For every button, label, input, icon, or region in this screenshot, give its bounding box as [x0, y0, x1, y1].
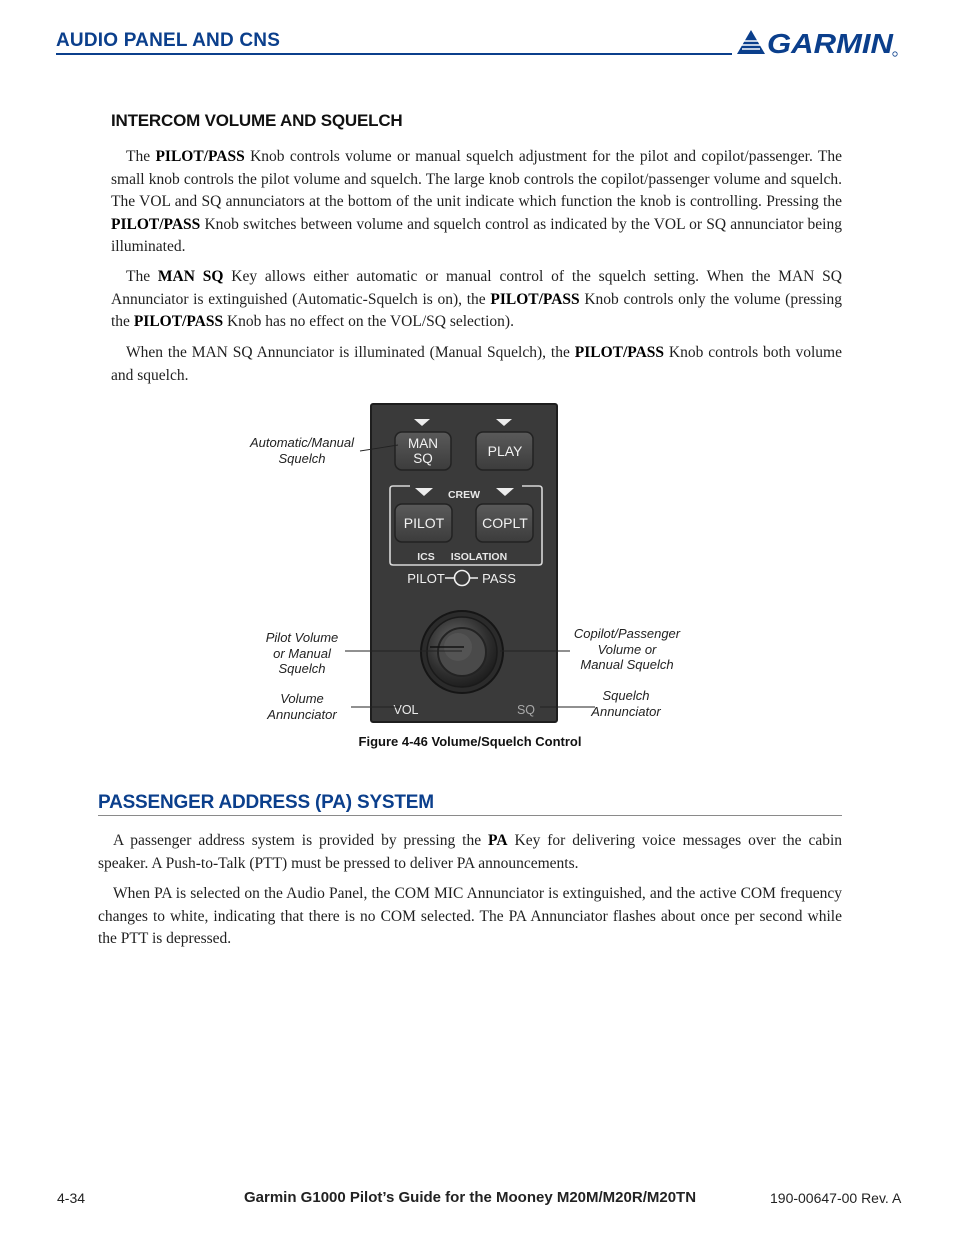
intercom-paragraph-2: The MAN SQ Key allows either automatic or manual control of the squelch setting. When the MAN SQ Annunciator is extinguished (Automatic-Squelch is on), the PILOT/PASS Knob controls only the volume (pressing the PILOT/PASS Knob has no effect on the VOL/SQ selection). [111, 268, 842, 331]
play-key[interactable] [476, 432, 533, 470]
vol-annunciator: VOL [393, 703, 419, 717]
pilot-key[interactable] [395, 504, 452, 542]
coplt-key-label: COPLT [482, 515, 528, 531]
garmin-triangle-icon [737, 30, 765, 54]
pilot-key-label: PILOT [403, 515, 445, 531]
man-sq-key[interactable] [395, 432, 451, 470]
knob-label-pass: PASS [482, 571, 516, 586]
crew-label: CREW [447, 489, 481, 501]
knob-label-pilot: PILOT [407, 571, 445, 586]
man-sq-key-label-1: MAN [408, 436, 438, 451]
garmin-logo-text: GARMIN [767, 28, 894, 59]
figure-caption: Figure 4-46 Volume/Squelch Control [358, 734, 582, 749]
footer-page-number: 4-34 [57, 1190, 86, 1206]
coplt-key[interactable] [476, 504, 533, 542]
play-key-label: PLAY [487, 443, 523, 459]
footer-document-title: Garmin G1000 Pilot’s Guide for the Mooney M20M/M20R/M20TN [244, 1189, 697, 1206]
garmin-logo [735, 26, 899, 60]
callout-pilot-volume: Pilot Volume or Manual Squelch [265, 630, 339, 676]
volume-squelch-figure [240, 400, 700, 730]
intercom-paragraph-3: When the MAN SQ Annunciator is illuminated (Manual Squelch), the PILOT/PASS Knob controls both volume and squelch. [111, 344, 842, 384]
man-sq-key-label-2: SQ [413, 451, 433, 466]
pa-paragraph-2: When PA is selected on the Audio Panel, the COM MIC Annunciator is extinguished, and the active COM frequency changes to white, indicating that there is no COM selected. The PA Annunciator flashes about once per second while the PTT is depressed. [98, 885, 842, 948]
pa-section-heading: PASSENGER ADDRESS (PA) SYSTEM [98, 792, 434, 813]
intercom-paragraph-1: The PILOT/PASS Knob controls volume or manual squelch adjustment for the pilot and copilot/passenger. The small knob controls the pilot volume and squelch. The large knob controls the copilot/passenger volume and squelch. The VOL and SQ annunciators at the bottom of the unit indicate which function the knob is controlling. Pressing the PILOT/PASS Knob switches between volume and squelch control as indicated by the VOL or SQ annunciator being illuminated. [111, 148, 842, 256]
callout-volume-annunciator: Volume Annunciator [267, 691, 337, 722]
section-header-title: AUDIO PANEL AND CNS [56, 30, 281, 51]
isolation-label: ISOLATION [450, 551, 508, 563]
pilot-pass-knob[interactable] [421, 611, 503, 693]
callout-auto-manual-squelch: Automatic/Manual Squelch [249, 435, 355, 466]
callout-copilot-volume: Copilot/Passenger Volume or Manual Squelch [573, 626, 681, 672]
intercom-heading: INTERCOM VOLUME AND SQUELCH [111, 111, 403, 130]
callout-squelch-annunciator: Squelch Annunciator [591, 688, 661, 719]
sq-annunciator: SQ [516, 703, 536, 717]
pa-paragraph-1: A passenger address system is provided by pressing the PA Key for delivering voice messages over the cabin speaker. A Push-to-Talk (PTT) must be pressed to deliver PA announcements. [98, 832, 843, 872]
pa-section-rule [98, 815, 842, 816]
footer-document-number: 190-00647-00 Rev. A [770, 1190, 902, 1206]
ics-label: ICS [417, 551, 435, 563]
header-rule [56, 53, 732, 55]
